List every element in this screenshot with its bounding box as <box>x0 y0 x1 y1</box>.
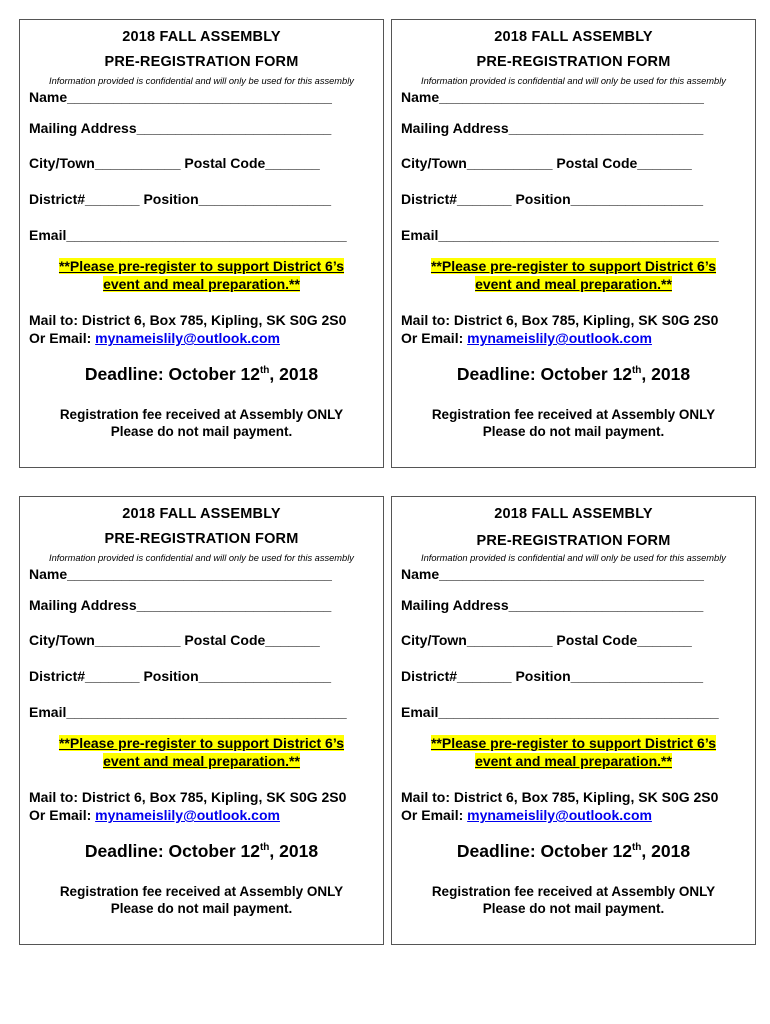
city-blank[interactable]: ___________ <box>94 155 181 171</box>
deadline <box>392 841 755 862</box>
district-blank[interactable]: _______ <box>85 668 140 684</box>
deadline <box>20 841 383 862</box>
city-label: City/Town <box>401 632 467 648</box>
postal-code-blank[interactable]: _______ <box>637 632 692 648</box>
mailing-address-blank[interactable]: _________________________ <box>136 120 332 136</box>
or-email-label: Or Email: <box>29 807 96 823</box>
confidential-note: Information provided is confidential and will only be used for this assembly <box>49 76 354 86</box>
position-blank[interactable]: _________________ <box>570 668 704 684</box>
deadline-year: , 2018 <box>641 841 691 861</box>
position-label: Position <box>143 191 199 207</box>
deadline-date: Deadline: October 12 <box>84 364 260 384</box>
name-label: Name <box>401 566 440 582</box>
mailing-address-blank[interactable]: _________________________ <box>508 597 704 613</box>
mail-to-address: Mail to: District 6, Box 785, Kipling, SK S0G 2S0 <box>29 789 347 805</box>
mailing-address-blank[interactable]: _________________________ <box>508 120 704 136</box>
district-blank[interactable]: _______ <box>85 191 140 207</box>
notice-line-2: event and meal preparation.** <box>103 753 300 769</box>
preregister-notice <box>392 257 755 293</box>
email-address-link[interactable]: mynameislily@outlook.com <box>467 330 652 346</box>
preregister-notice <box>392 734 755 770</box>
position-label: Position <box>515 191 571 207</box>
mailing-address-blank[interactable]: _________________________ <box>136 597 332 613</box>
fee-line-2: Please do not mail payment. <box>110 424 293 439</box>
postal-code-label: Postal Code <box>184 632 266 648</box>
mailing-address-label: Mailing Address <box>401 597 509 613</box>
confidential-note: Information provided is confidential and will only be used for this assembly <box>49 553 354 563</box>
notice-line-1: **Please pre-register to support District 6’s <box>58 258 345 274</box>
fee-note <box>392 883 755 917</box>
email-field[interactable] <box>29 227 347 243</box>
city-postal-field[interactable] <box>29 632 320 648</box>
fee-line-1: Registration fee received at Assembly ONLY <box>59 407 344 422</box>
email-blank[interactable]: ____________________________________ <box>438 704 719 720</box>
fee-line-2: Please do not mail payment. <box>482 901 665 916</box>
postal-code-blank[interactable]: _______ <box>265 632 320 648</box>
email-field[interactable] <box>29 704 347 720</box>
deadline-suffix: th <box>631 842 642 854</box>
name-label: Name <box>29 89 68 105</box>
district-blank[interactable]: _______ <box>457 191 512 207</box>
email-address-link[interactable]: mynameislily@outlook.com <box>95 330 280 346</box>
form-title: 2018 FALL ASSEMBLY <box>494 506 653 522</box>
mailing-address-label: Mailing Address <box>29 120 137 136</box>
position-blank[interactable]: _________________ <box>198 668 332 684</box>
name-label: Name <box>401 89 440 105</box>
city-blank[interactable]: ___________ <box>94 632 181 648</box>
registration-card-top-left <box>19 19 384 468</box>
district-label: District# <box>401 668 458 684</box>
fee-line-2: Please do not mail payment. <box>110 901 293 916</box>
form-subtitle: PRE-REGISTRATION FORM <box>104 54 299 70</box>
name-field[interactable] <box>401 89 704 105</box>
or-email-label: Or Email: <box>29 330 96 346</box>
district-position-field[interactable] <box>401 191 703 207</box>
email-label: Email <box>401 704 439 720</box>
district-blank[interactable]: _______ <box>457 668 512 684</box>
preregister-notice <box>20 257 383 293</box>
mailing-address-field[interactable] <box>401 120 703 136</box>
preregister-notice <box>20 734 383 770</box>
deadline-suffix: th <box>631 365 642 377</box>
deadline-date: Deadline: October 12 <box>456 841 632 861</box>
confidential-note: Information provided is confidential and will only be used for this assembly <box>421 553 726 563</box>
city-label: City/Town <box>29 155 95 171</box>
position-label: Position <box>143 668 199 684</box>
email-blank[interactable]: ____________________________________ <box>66 227 347 243</box>
email-blank[interactable]: ____________________________________ <box>438 227 719 243</box>
district-position-field[interactable] <box>29 191 331 207</box>
form-subtitle: PRE-REGISTRATION FORM <box>476 533 671 549</box>
name-blank[interactable]: __________________________________ <box>67 566 332 582</box>
email-label: Email <box>29 704 67 720</box>
registration-card-top-right <box>391 19 756 468</box>
form-title: 2018 FALL ASSEMBLY <box>494 29 653 45</box>
deadline-date: Deadline: October 12 <box>84 841 260 861</box>
postal-code-label: Postal Code <box>556 632 638 648</box>
email-label: Email <box>401 227 439 243</box>
position-label: Position <box>515 668 571 684</box>
notice-line-1: **Please pre-register to support District 6’s <box>430 735 717 751</box>
mailing-address-label: Mailing Address <box>401 120 509 136</box>
fee-line-1: Registration fee received at Assembly ONLY <box>59 884 344 899</box>
fee-note <box>392 406 755 440</box>
notice-line-1: **Please pre-register to support District 6’s <box>58 735 345 751</box>
form-title: 2018 FALL ASSEMBLY <box>122 29 281 45</box>
deadline <box>20 364 383 385</box>
deadline-year: , 2018 <box>269 364 319 384</box>
mailing-address-field[interactable] <box>401 597 703 613</box>
mail-to-address: Mail to: District 6, Box 785, Kipling, SK S0G 2S0 <box>29 312 347 328</box>
city-label: City/Town <box>29 632 95 648</box>
registration-card-bottom-left <box>19 496 384 945</box>
registration-card-bottom-right <box>391 496 756 945</box>
form-subtitle: PRE-REGISTRATION FORM <box>104 531 299 547</box>
city-postal-field[interactable] <box>401 632 692 648</box>
district-label: District# <box>29 191 86 207</box>
mail-to-block <box>401 788 718 824</box>
district-label: District# <box>401 191 458 207</box>
position-blank[interactable]: _________________ <box>198 191 332 207</box>
name-blank[interactable]: __________________________________ <box>439 89 704 105</box>
district-position-field[interactable] <box>401 668 703 684</box>
deadline-suffix: th <box>259 842 270 854</box>
mail-to-address: Mail to: District 6, Box 785, Kipling, SK S0G 2S0 <box>401 312 719 328</box>
name-blank[interactable]: __________________________________ <box>439 566 704 582</box>
postal-code-blank[interactable]: _______ <box>265 155 320 171</box>
notice-line-2: event and meal preparation.** <box>475 276 672 292</box>
city-postal-field[interactable] <box>401 155 692 171</box>
fee-line-1: Registration fee received at Assembly ONLY <box>431 407 716 422</box>
form-title: 2018 FALL ASSEMBLY <box>122 506 281 522</box>
name-field[interactable] <box>29 89 332 105</box>
notice-line-1: **Please pre-register to support District 6’s <box>430 258 717 274</box>
mail-to-address: Mail to: District 6, Box 785, Kipling, SK S0G 2S0 <box>401 789 719 805</box>
deadline-year: , 2018 <box>269 841 319 861</box>
mail-to-block <box>29 311 346 347</box>
city-blank[interactable]: ___________ <box>466 155 553 171</box>
mailing-address-field[interactable] <box>29 597 331 613</box>
email-address-link[interactable]: mynameislily@outlook.com <box>467 807 652 823</box>
fee-note <box>20 883 383 917</box>
or-email-label: Or Email: <box>401 807 468 823</box>
district-position-field[interactable] <box>29 668 331 684</box>
postal-code-label: Postal Code <box>556 155 638 171</box>
email-address-link[interactable]: mynameislily@outlook.com <box>95 807 280 823</box>
mail-to-block <box>401 311 718 347</box>
mailing-address-field[interactable] <box>29 120 331 136</box>
name-field[interactable] <box>29 566 332 582</box>
email-label: Email <box>29 227 67 243</box>
or-email-label: Or Email: <box>401 330 468 346</box>
fee-line-2: Please do not mail payment. <box>482 424 665 439</box>
district-label: District# <box>29 668 86 684</box>
deadline-year: , 2018 <box>641 364 691 384</box>
deadline-date: Deadline: October 12 <box>456 364 632 384</box>
postal-code-blank[interactable]: _______ <box>637 155 692 171</box>
name-label: Name <box>29 566 68 582</box>
city-blank[interactable]: ___________ <box>466 632 553 648</box>
confidential-note: Information provided is confidential and will only be used for this assembly <box>421 76 726 86</box>
city-label: City/Town <box>401 155 467 171</box>
email-field[interactable] <box>401 227 719 243</box>
city-postal-field[interactable] <box>29 155 320 171</box>
form-subtitle: PRE-REGISTRATION FORM <box>476 54 671 70</box>
email-blank[interactable]: ____________________________________ <box>66 704 347 720</box>
postal-code-label: Postal Code <box>184 155 266 171</box>
notice-line-2: event and meal preparation.** <box>103 276 300 292</box>
mail-to-block <box>29 788 346 824</box>
email-field[interactable] <box>401 704 719 720</box>
fee-note <box>20 406 383 440</box>
notice-line-2: event and meal preparation.** <box>475 753 672 769</box>
position-blank[interactable]: _________________ <box>570 191 704 207</box>
name-field[interactable] <box>401 566 704 582</box>
deadline <box>392 364 755 385</box>
mailing-address-label: Mailing Address <box>29 597 137 613</box>
deadline-suffix: th <box>259 365 270 377</box>
fee-line-1: Registration fee received at Assembly ONLY <box>431 884 716 899</box>
name-blank[interactable]: __________________________________ <box>67 89 332 105</box>
